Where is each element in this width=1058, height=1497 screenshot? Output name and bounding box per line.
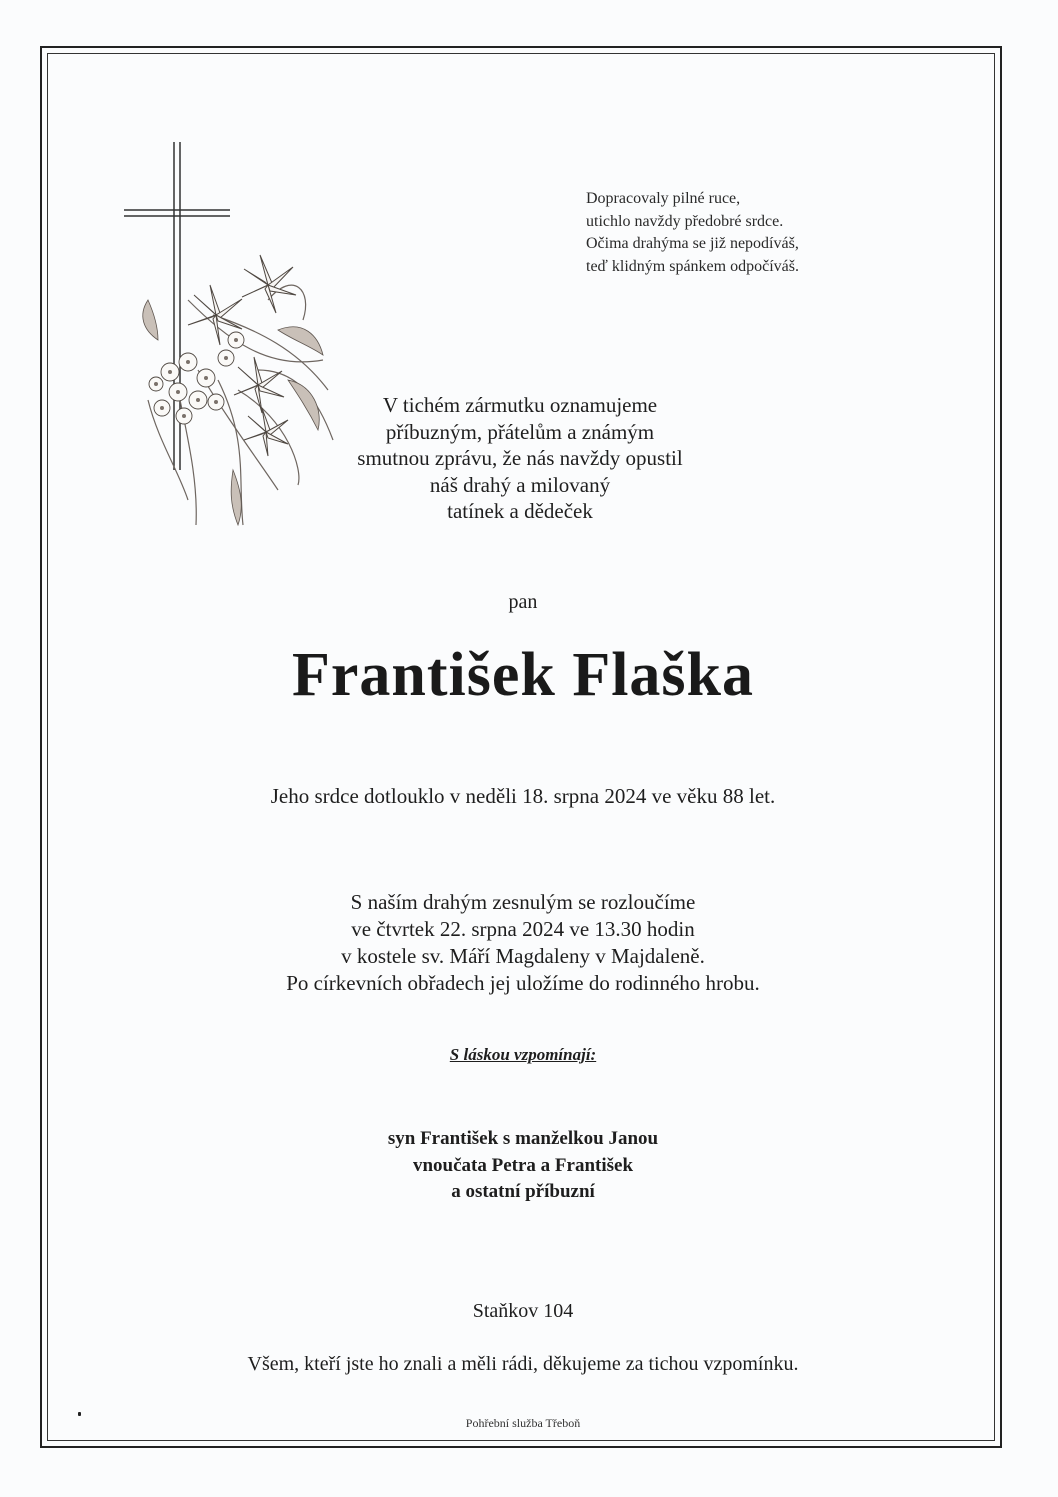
verse-line: Očima drahýma se již nepodíváš, xyxy=(586,235,799,252)
announcement xyxy=(260,392,780,525)
honorific: pan xyxy=(508,591,538,613)
funeral-service-credit: Pohřební služba Třeboň xyxy=(465,1416,581,1430)
remembrance-heading-text: S láskou vzpomínají: xyxy=(449,1045,597,1064)
farewell-line: ve čtvrtek 22. srpna 2024 ve 13.30 hodin xyxy=(351,917,695,941)
remembrance-heading xyxy=(60,1045,986,1065)
announcement-line: náš drahý a milovaný xyxy=(429,472,611,497)
deceased-name: František Flaška xyxy=(291,641,755,709)
farewell-details xyxy=(60,889,986,997)
announcement-line: smutnou zprávu, že nás navždy opustil xyxy=(357,446,683,470)
mourner-line: syn František s manželkou Janou xyxy=(387,1128,659,1149)
announcement-line: V tichém zármutku oznamujeme xyxy=(382,393,658,417)
farewell-line: S naším drahým zesnulým se rozloučíme xyxy=(350,890,696,914)
farewell-line: v kostele sv. Máří Magdaleny v Majdaleně. xyxy=(341,944,705,968)
memorial-verse xyxy=(586,188,916,278)
verse-line: utichlo navždy předobré srdce. xyxy=(586,212,784,230)
verse-line: teď klidným spánkem odpočíváš. xyxy=(586,257,799,275)
announcement-line: tatínek a dědeček xyxy=(447,499,593,523)
mourner-line: a ostatní příbuzní xyxy=(451,1181,595,1202)
death-notice: Jeho srdce dotlouklo v neděli 18. srpna 2024 ve věku 88 let. xyxy=(270,784,776,808)
mourner-line: vnoučata Petra a František xyxy=(412,1154,634,1176)
thanks-note: Všem, kteří jste ho znali a měli rádi, děkujeme za tichou vzpomínku. xyxy=(247,1353,799,1375)
mourners-list xyxy=(60,1126,986,1206)
announcement-line: příbuzným, přátelům a známým xyxy=(385,419,655,444)
farewell-line: Po církevních obřadech jej uložíme do rodinného hrobu. xyxy=(286,971,760,995)
family-address: Staňkov 104 xyxy=(472,1300,574,1322)
scan-speck xyxy=(78,1412,81,1416)
verse-line: Dopracovaly pilné ruce, xyxy=(586,190,741,207)
